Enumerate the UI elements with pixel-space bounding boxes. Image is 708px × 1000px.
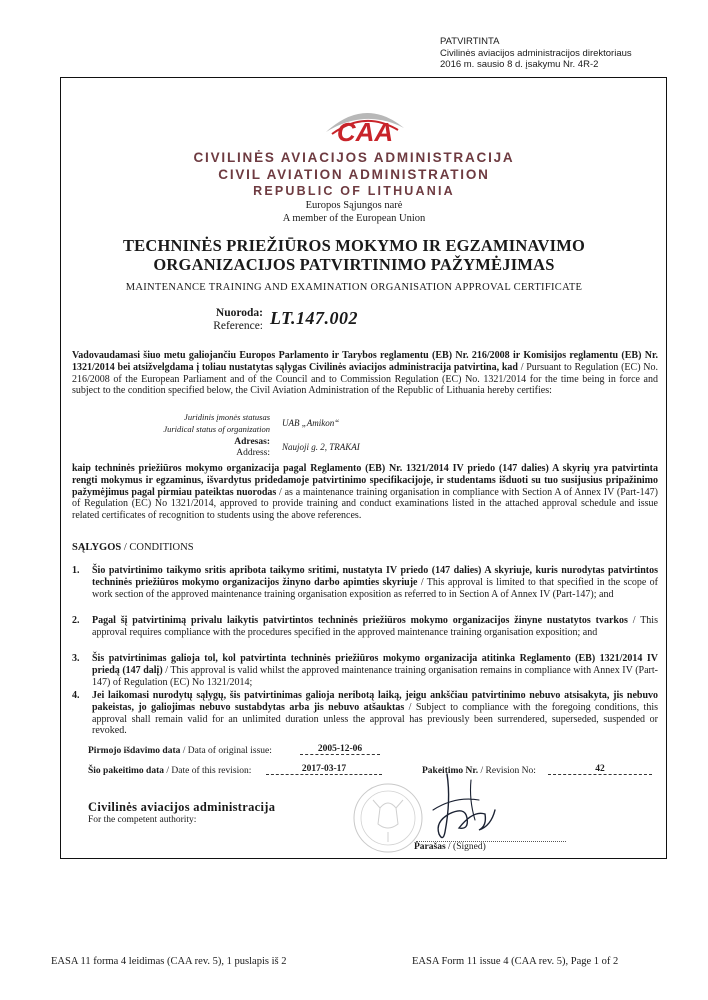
- signed-label-en: / (Signed): [445, 842, 486, 852]
- org-status-label-lt: Juridinis įmonės statusas: [184, 412, 270, 422]
- intro-paragraph: [72, 350, 658, 397]
- condition-number: 4.: [72, 690, 80, 701]
- condition-text-en: / This approval is limited to that specified in the scope of work section of the approved maintenance training organisation exposition as referred to in Section A of Annex IV (Part-147); and: [92, 576, 659, 600]
- condition-item: [92, 690, 658, 737]
- logo-text: CAA: [336, 117, 394, 146]
- certificate-title-en: MAINTENANCE TRAINING AND EXAMINATION ORGANISATION APPROVAL CERTIFICATE: [125, 282, 583, 293]
- reference-value: LT.147.002: [270, 308, 359, 328]
- condition-text-en: / Subject to compliance with the foregoing conditions, this approval shall remain valid for an unlimited duration unless the approval has previously been surrendered, superseded, suspended or revoked.: [92, 701, 658, 737]
- authority-name-lt: CIVILINĖS AVIACIJOS ADMINISTRACIJA: [193, 150, 515, 165]
- revision-number-label-en: / Revision No:: [478, 766, 536, 776]
- footer-form-lt: EASA 11 forma 4 leidimas (CAA rev. 5), 1 puslapis iš 2: [51, 956, 287, 967]
- handwritten-signature: [425, 770, 507, 842]
- intro-text-lt: Vadovaudamasi šiuo metu galiojančiu Europos Parlamento ir Tarybos reglamentu (EB) Nr. 216/2008 ir Komisijos reglamentu (EB) Nr. 1321/2014 bei atsižvelgdama į toliau nustatytas sąlygas Civilinės aviacijos administracija patvirtina, kad: [72, 350, 658, 373]
- approval-text-lt: kaip techninės priežiūros mokymo organizacija pagal Reglamento (EB) Nr. 1321/2014 IV priedo (147 dalies) A skyrių yra patvirtinta rengti mokymus ir egzaminus, išvardytus pridedamoje patvirtinimo specifikacijoje, ir studentams išduoti su tuo susijusius pripažinimo pažymėjimus pagal pirmiau pateiktas nuorodas: [72, 463, 658, 498]
- approval-note: [440, 36, 632, 71]
- reference-label-lt: Nuoroda:: [215, 307, 263, 319]
- condition-text-lt: Šio patvirtinimo taikymo sritis apribota taikymo sritimi, nustatyta IV priedo (147 dalies) A skyriuje, kuris nurodytas patvirtintos techninės priežiūros mokymo organizacijos žinyno darbo apimties skyriuje: [92, 565, 658, 588]
- original-issue-date: 2005-12-06: [300, 744, 380, 755]
- competent-authority-en: For the competent authority:: [88, 815, 197, 825]
- condition-text-lt: Šis patvirtinimas galioja tol, kol patvirtinta techninės priežiūros mokymo organizacija atitinka Reglamento (EB) 1321/2014 IV priedą (147 dalį): [92, 653, 658, 676]
- certificate-title-line1: TECHNINĖS PRIEŽIŪROS MOKYMO IR EGZAMINAVIMO: [122, 236, 586, 255]
- condition-item: [92, 653, 658, 688]
- signed-label-lt: Parašas: [414, 842, 446, 852]
- condition-number: 2.: [72, 615, 80, 626]
- org-name: UAB „Amikon“: [282, 418, 340, 428]
- original-issue-label-en: / Data of original issue:: [180, 746, 272, 756]
- condition-item: [92, 615, 658, 639]
- revision-date-label-en: / Date of this revision:: [164, 766, 252, 776]
- condition-number: 1.: [72, 565, 80, 576]
- approval-text-en: / as a maintenance training organisation in compliance with Section A of Annex IV (Part-147) of Regulation (EC) No 1321/2014, approved to provide training and conduct examinations listed in the attached approval schedule and issue related certificates of recognition to students using the above references.: [72, 486, 658, 522]
- competent-authority-lt: Civilinės aviacijos administracija: [88, 800, 276, 814]
- condition-text-en: / This approval requires compliance with the procedures specified in the approved maintenance training organisation exposition; and: [92, 615, 658, 638]
- approval-note-line1: PATVIRTINTA: [440, 36, 500, 47]
- approval-note-line3: 2016 m. sausio 8 d. įsakymu Nr. 4R-2: [440, 59, 599, 70]
- intro-text-en: / Pursuant to Regulation (EC) No. 216/2008 of the European Parliament and of the Council and to Commission Regulation (EC) No. 1321/2014 for the time being in force and subject to the condition specified below, the Civil Aviation Administration of the Republic of Lithuania hereby certifies:: [72, 361, 658, 397]
- condition-text-lt: Pagal šį patvirtinimą privalu laikytis patvirtintos techninės priežiūros mokymo organizacijos žinyne nustatytos tvarkos: [92, 615, 628, 626]
- footer-form-en: EASA Form 11 issue 4 (CAA rev. 5), Page 1 of 2: [412, 956, 619, 967]
- condition-text-en: / This approval is valid whilst the approved maintenance training organisation remains in compliance with Annex IV (Part-147) of Regulation (EC) No 1321/2014;: [92, 664, 658, 688]
- eu-member-en: A member of the European Union: [282, 213, 426, 224]
- revision-date-label-lt: Šio pakeitimo data: [88, 766, 165, 776]
- revision-number: 42: [548, 764, 652, 775]
- caa-logo: [322, 104, 408, 146]
- revision-date: 2017-03-17: [266, 764, 382, 775]
- revision-number-label-lt: Pakeitimo Nr.: [422, 766, 479, 776]
- address-label-en: Address:: [236, 448, 270, 458]
- conditions-heading-en: / CONDITIONS: [121, 542, 194, 553]
- address-label-lt: Adresas:: [234, 437, 270, 447]
- signed-label: [414, 842, 486, 852]
- approval-paragraph: [72, 463, 658, 522]
- certificate-title-line2: ORGANIZACIJOS PATVIRTINIMO PAŽYMĖJIMAS: [153, 255, 555, 274]
- original-issue-label: [88, 746, 272, 756]
- authority-name-en: CIVIL AVIATION ADMINISTRATION: [218, 167, 490, 182]
- revision-date-label: [88, 766, 251, 776]
- eu-member-lt: Europos Sąjungos narė: [305, 200, 403, 211]
- condition-number: 3.: [72, 653, 80, 664]
- condition-text-lt: Jei laikomasi nurodytų sąlygų, šis patvirtinimas galioja neribotą laiką, jeigu ankščiau patvirtinimo nebuvo atsisakyta, jis nebuvo pakeistas, jo galiojimas nebuvo sustabdytas arba jis nebuvo atšauktas: [92, 690, 658, 713]
- approval-note-line2: Civilinės aviacijos administracijos direktoriaus: [440, 47, 632, 59]
- org-address: Naujoji g. 2, TRAKAI: [282, 442, 360, 452]
- conditions-heading: [72, 542, 194, 553]
- conditions-heading-lt: SĄLYGOS: [72, 542, 122, 553]
- org-status-label-en: Juridical status of organization: [163, 424, 270, 434]
- original-issue-label-lt: Pirmojo išdavimo data: [88, 746, 181, 756]
- reference-label-en: Reference:: [213, 320, 263, 332]
- condition-item: [92, 565, 658, 600]
- authority-country: REPUBLIC OF LITHUANIA: [253, 184, 455, 198]
